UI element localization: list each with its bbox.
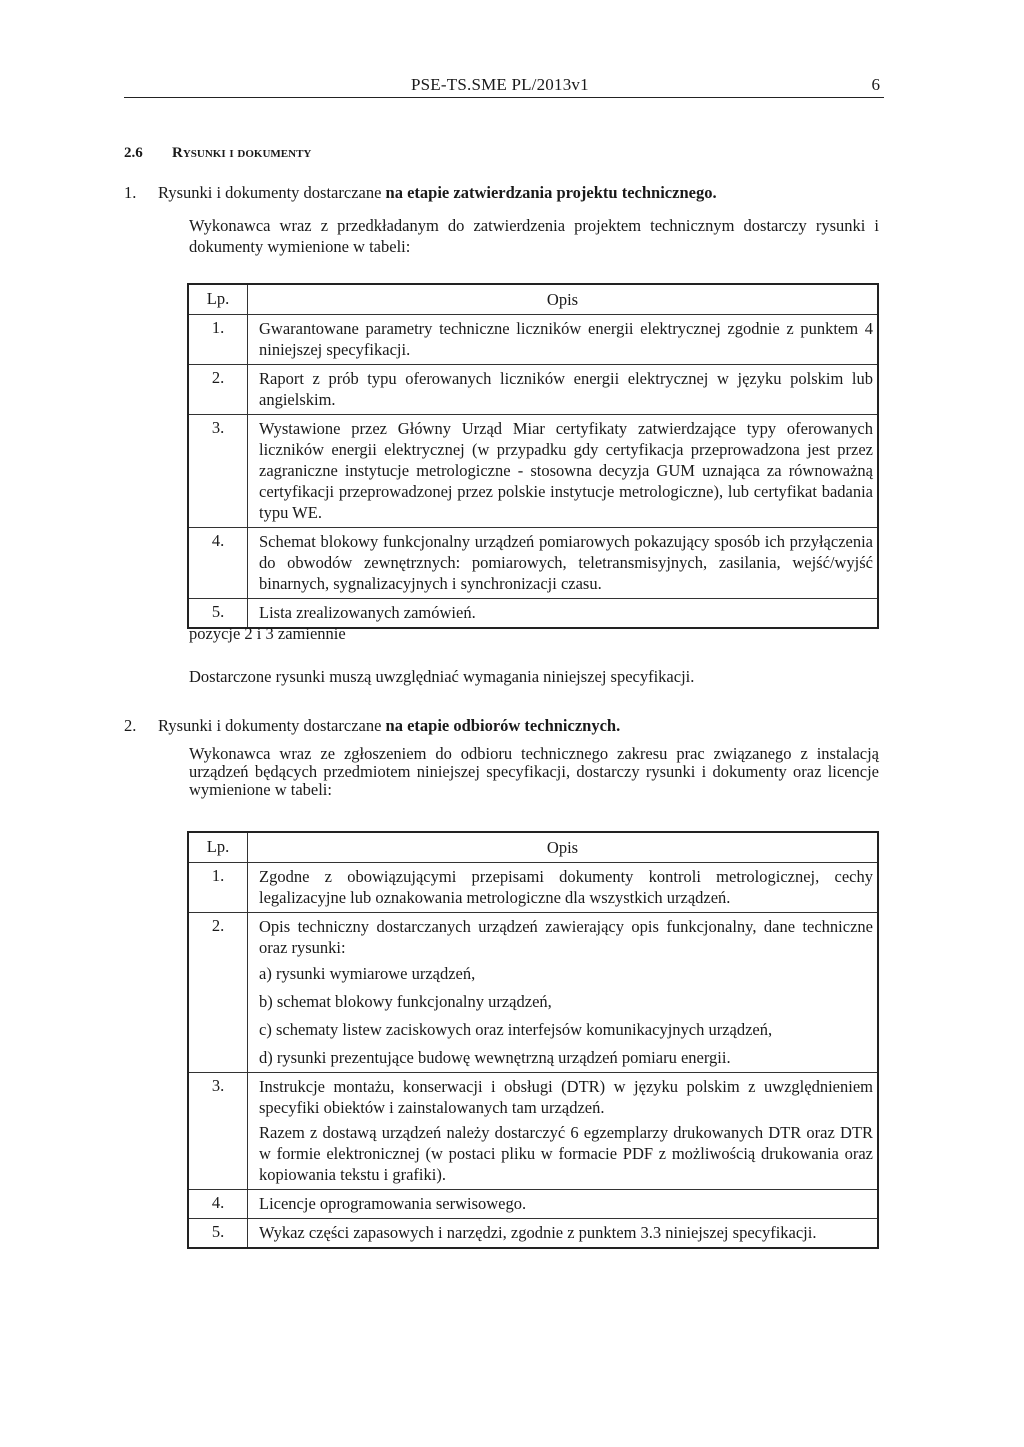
row-text: Schemat blokowy funkcjonalny urządzeń pomiarowych pokazujący sposób ich przyłączenia do obwodów zewnętrznych: pomiarowych, teletransmisyjnych, zasilania, wejść/wyjść binarnych, sygnalizacyjnych i synchronizacji czasu.: [248, 528, 879, 599]
row-number: 4.: [211, 1193, 225, 1212]
page-number: 6: [871, 75, 880, 94]
row-cell: [248, 1073, 879, 1190]
row-text: Opis techniczny dostarczanych urządzeń zawierający opis funkcjonalny, dane techniczne oraz rysunki:: [259, 917, 873, 957]
row-text: Gwarantowane parametry techniczne liczników energii elektrycznej zgodnie z punktem 4 niniejszej specyfikacji.: [248, 315, 879, 365]
part2-lead: Rysunki i dokumenty dostarczane: [158, 716, 386, 735]
section-title: Rysunki i dokumenty: [172, 145, 312, 161]
document-code: PSE-TS.SME PL/2013v1: [411, 75, 589, 94]
row-number: 3.: [211, 418, 225, 437]
row-text: Wykaz części zapasowych i narzędzi, zgodnie z punktem 3.3 niniejszej specyfikacji.: [248, 1219, 879, 1249]
col-opis-header: Opis: [248, 832, 879, 863]
col-lp-header: Lp.: [188, 832, 248, 863]
row-number: 2.: [211, 916, 225, 935]
table-header-row: [188, 832, 878, 863]
table-note: pozycje 2 i 3 zamiennie: [189, 624, 346, 643]
col-opis-header: Opis: [248, 284, 879, 315]
row-number: 1.: [211, 318, 225, 337]
part1-closing: Dostarczone rysunki muszą uwzględniać wymagania niniejszej specyfikacji.: [189, 667, 695, 686]
table-row: [188, 1190, 878, 1219]
table-row: [188, 365, 878, 415]
table-row: [188, 528, 878, 599]
row-text: Instrukcje montażu, konserwacji i obsługi (DTR) w języku polskim z uwzględnieniem specyfiki obiektów i zainstalowanych tam urządzeń.: [259, 1077, 873, 1117]
table-row: [188, 1073, 878, 1190]
part2-bold: na etapie odbiorów technicznych.: [385, 716, 621, 735]
table-header-row: [188, 284, 878, 315]
row-text: Lista zrealizowanych zamówień.: [248, 599, 879, 629]
row-cell: [248, 913, 879, 1073]
section-number: 2.6: [124, 145, 143, 161]
sub-item-d: d) rysunki prezentujące budowę wewnętrzną urządzeń pomiaru energii.: [259, 1048, 731, 1067]
part2-number: 2.: [124, 716, 137, 735]
row-number: 4.: [211, 531, 225, 550]
sub-item-c: c) schematy listew zaciskowych oraz interfejsów komunikacyjnych urządzeń,: [259, 1020, 773, 1039]
col-lp-header: Lp.: [188, 284, 248, 315]
section-heading: [124, 145, 311, 162]
row-number: 3.: [211, 1076, 225, 1095]
row-number: 1.: [211, 866, 225, 885]
row-text: Wystawione przez Główny Urząd Miar certyfikaty zatwierdzające typy oferowanych liczników energii elektrycznej (w przypadku gdy certyfikacja przeprowadzona jest przez zagraniczne instytucje metrologiczne - stosowna decyzja GUM uznająca za równoważną certyfikacji przeprowadzonej przez polskie instytucje metrologiczne), lub certyfikat badania typu WE.: [248, 415, 879, 528]
table-design-documents: [187, 283, 879, 629]
table-row: [188, 863, 878, 913]
row-text: Raport z prób typu oferowanych liczników energii elektrycznej w języku polskim lub angielskim.: [248, 365, 879, 415]
sub-item-a: a) rysunki wymiarowe urządzeń,: [259, 964, 476, 983]
row-number: 5.: [211, 1222, 225, 1241]
page-header: [124, 75, 884, 98]
row-number: 5.: [211, 602, 225, 621]
row-number: 2.: [211, 368, 225, 387]
part1-number: 1.: [124, 183, 137, 202]
row-text-continued: Razem z dostawą urządzeń należy dostarczyć 6 egzemplarzy drukowanych DTR oraz DTR w formie elektronicznej (w postaci pliku w formacie PDF z możliwością drukowania oraz kopiowania tekstu i grafiki).: [259, 1123, 873, 1184]
part1-intro: Wykonawca wraz z przedkładanym do zatwierdzenia projektem technicznym dostarczy rysunki i dokumenty wymienione w tabeli:: [189, 216, 879, 256]
row-text: Zgodne z obowiązującymi przepisami dokumenty kontroli metrologicznej, cechy legalizacyjne lub oznakowania metrologiczne dla wszystkich urządzeń.: [248, 863, 879, 913]
table-row: [188, 1219, 878, 1249]
sub-item-b: b) schemat blokowy funkcjonalny urządzeń,: [259, 992, 552, 1011]
part2-heading: [124, 716, 620, 736]
part1-heading: [124, 183, 717, 203]
part1-lead: Rysunki i dokumenty dostarczane: [158, 183, 386, 202]
table-row: [188, 913, 878, 1073]
table-row: [188, 415, 878, 528]
table-row: [188, 315, 878, 365]
part2-intro: Wykonawca wraz ze zgłoszeniem do odbioru technicznego zakresu prac związanego z instalacją urządzeń będących przedmiotem niniejszej specyfikacji, dostarczy rysunki i dokumenty oraz licencje wymienione w tabeli:: [189, 744, 879, 799]
table-acceptance-documents: [187, 831, 879, 1249]
part1-bold: na etapie zatwierdzania projektu technicznego.: [385, 183, 717, 202]
row-text: Licencje oprogramowania serwisowego.: [248, 1190, 879, 1219]
